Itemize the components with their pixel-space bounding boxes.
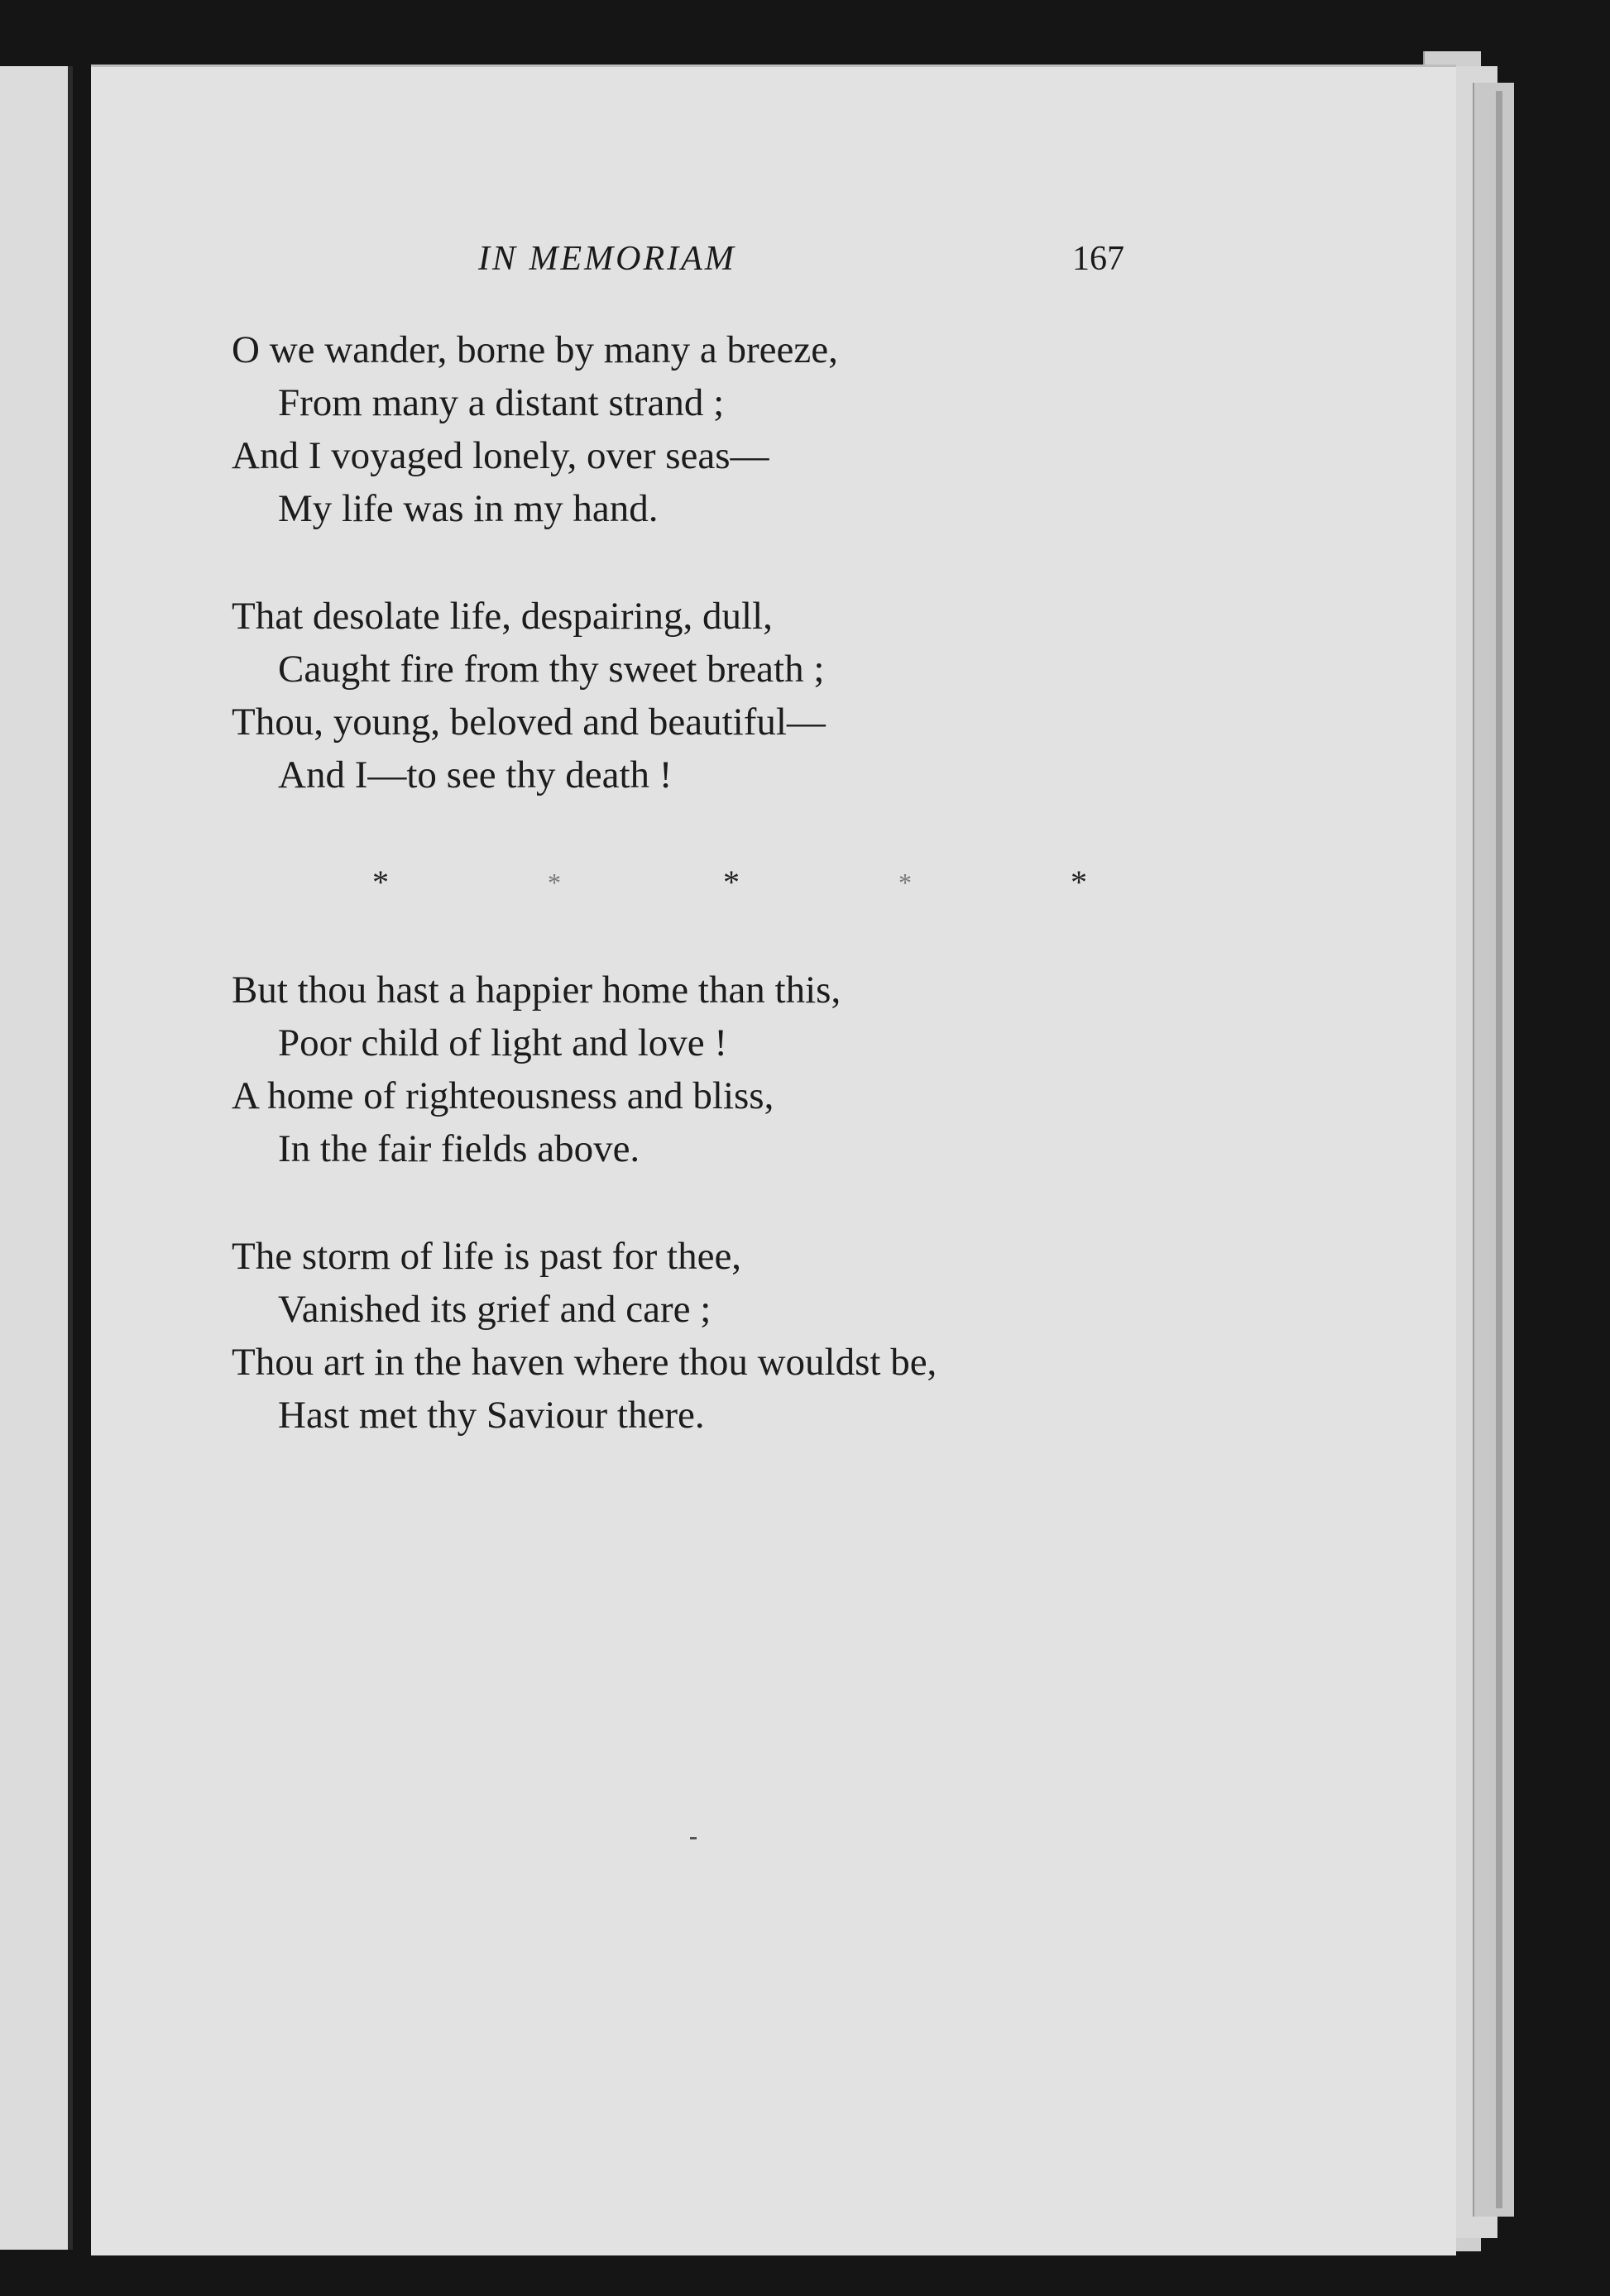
separator-star: * — [898, 868, 912, 897]
poem-line: From many a distant strand ; — [278, 381, 725, 424]
poem-line: A home of righteousness and bliss, — [232, 1074, 774, 1117]
separator-star: * — [1071, 863, 1087, 901]
stanza-3 — [232, 964, 1307, 1175]
book-spine — [68, 66, 73, 2250]
print-mark — [690, 1837, 697, 1839]
page-number: 167 — [1072, 240, 1124, 278]
poem-line: Vanished its grief and care ; — [278, 1288, 712, 1331]
poem-line: Caught fire from thy sweet breath ; — [278, 648, 825, 691]
separator-star: * — [723, 863, 740, 901]
poem-line: But thou hast a happier home than this, — [232, 969, 841, 1012]
poem-line: Hast met thy Saviour there. — [278, 1394, 705, 1437]
poem-line: Thou art in the haven where thou wouldst be, — [232, 1341, 937, 1384]
stanza-4 — [232, 1230, 1307, 1442]
stanza-1 — [232, 323, 1307, 535]
poem-line: That desolate life, despairing, dull, — [232, 595, 773, 638]
facing-page-edge — [0, 66, 73, 2250]
stanza-2 — [232, 590, 1307, 801]
poem-line: In the fair fields above. — [278, 1127, 640, 1170]
separator-star: * — [548, 868, 561, 897]
separator-star: * — [372, 863, 389, 901]
poem-line: And I—to see thy death ! — [278, 753, 673, 796]
page-stack-edge — [1473, 83, 1514, 2217]
poem-text — [232, 323, 1307, 1496]
poem-line: Poor child of light and love ! — [278, 1021, 728, 1064]
poem-line: The storm of life is past for thee, — [232, 1235, 742, 1278]
running-head — [91, 239, 1456, 289]
poem-line: My life was in my hand. — [278, 487, 659, 530]
poem-line: O we wander, borne by many a breeze, — [232, 328, 838, 371]
running-head-title: IN MEMORIAM — [478, 240, 736, 278]
book-page — [91, 65, 1456, 2255]
poem-line: And I voyaged lonely, over seas— — [232, 434, 769, 477]
poem-line: Thou, young, beloved and beautiful— — [232, 701, 826, 744]
page-stack-shadow — [1496, 91, 1502, 2208]
section-separator — [232, 856, 1307, 909]
